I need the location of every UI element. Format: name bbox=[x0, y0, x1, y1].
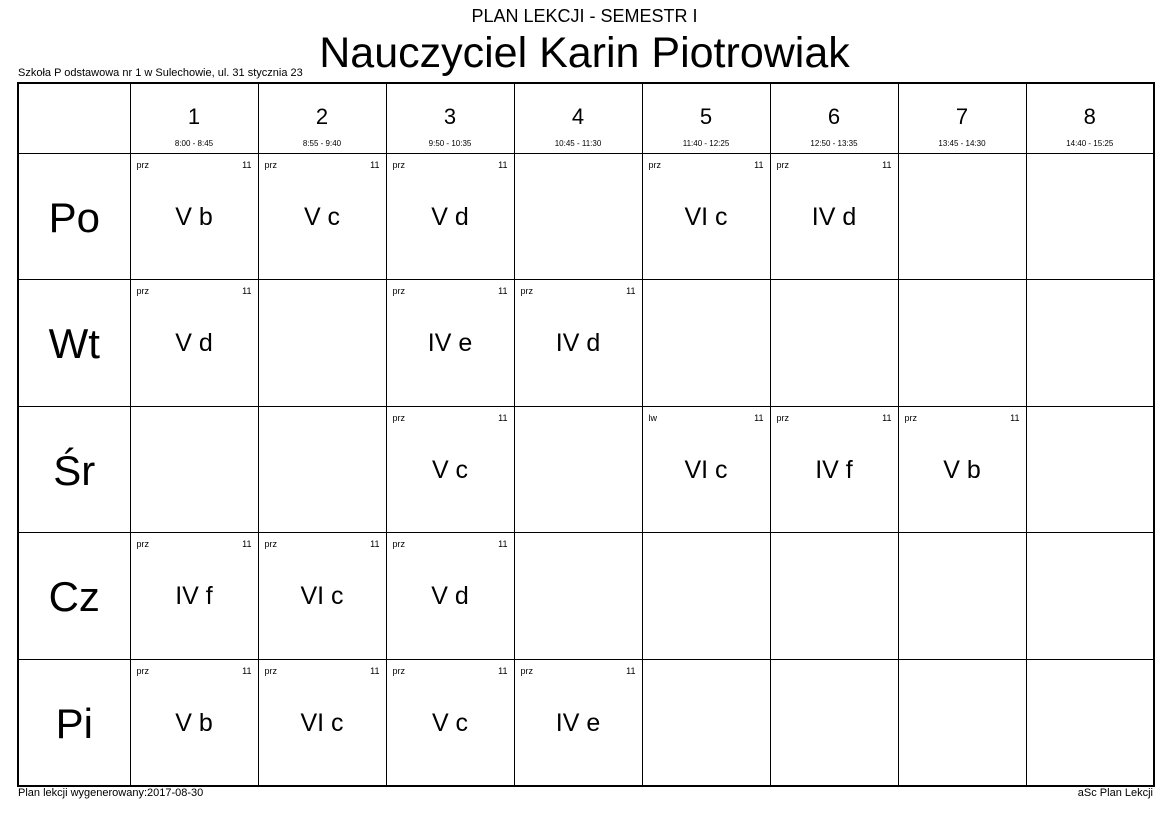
lesson-class: VI c bbox=[684, 202, 728, 231]
lesson-subject: prz bbox=[136, 159, 150, 170]
empty-cell bbox=[642, 659, 770, 786]
day-label-cell bbox=[18, 406, 130, 533]
lesson-subject: prz bbox=[776, 159, 790, 170]
day-row bbox=[18, 406, 1154, 533]
lesson-subject: prz bbox=[520, 665, 534, 676]
empty-cell bbox=[770, 280, 898, 407]
lesson-room: 11 bbox=[370, 665, 380, 676]
period-header-1 bbox=[130, 83, 258, 153]
lesson-room: 11 bbox=[242, 286, 252, 297]
lesson-room: 11 bbox=[626, 286, 636, 297]
lesson-class: VI c bbox=[300, 708, 344, 737]
day-name: Śr bbox=[53, 446, 96, 494]
lesson-cell bbox=[514, 280, 642, 407]
lesson-class: V d bbox=[431, 582, 469, 611]
lesson-class: IV e bbox=[555, 708, 601, 737]
day-label-cell bbox=[18, 280, 130, 407]
empty-cell bbox=[1026, 153, 1154, 280]
empty-cell bbox=[642, 533, 770, 660]
period-time: 8:55 - 9:40 bbox=[302, 139, 342, 148]
lesson-class: IV d bbox=[811, 202, 857, 231]
period-number: 1 bbox=[187, 104, 201, 129]
period-header-7 bbox=[898, 83, 1026, 153]
lesson-class: IV d bbox=[555, 329, 601, 358]
lesson-subject: prz bbox=[392, 665, 406, 676]
lesson-cell bbox=[514, 659, 642, 786]
empty-cell bbox=[130, 406, 258, 533]
period-header-8 bbox=[1026, 83, 1154, 153]
lesson-room: 11 bbox=[882, 412, 892, 423]
lesson-cell bbox=[386, 659, 514, 786]
lesson-subject: prz bbox=[392, 412, 406, 423]
lesson-room: 11 bbox=[626, 665, 636, 676]
lesson-room: 11 bbox=[498, 286, 508, 297]
lesson-subject: prz bbox=[392, 159, 406, 170]
lesson-subject: prz bbox=[520, 286, 534, 297]
lesson-room: 11 bbox=[242, 539, 252, 550]
lesson-subject: prz bbox=[264, 159, 278, 170]
empty-cell bbox=[770, 659, 898, 786]
period-time: 9:50 - 10:35 bbox=[428, 139, 472, 148]
period-time: 14:40 - 15:25 bbox=[1066, 139, 1114, 148]
day-label-cell bbox=[18, 533, 130, 660]
day-name: Cz bbox=[48, 573, 100, 621]
lesson-room: 11 bbox=[882, 159, 892, 170]
lesson-cell bbox=[130, 659, 258, 786]
lesson-room: 11 bbox=[1010, 412, 1020, 423]
lesson-class: IV e bbox=[427, 329, 473, 358]
day-label-cell bbox=[18, 153, 130, 280]
lesson-class: V c bbox=[303, 202, 341, 231]
empty-cell bbox=[898, 659, 1026, 786]
lesson-room: 11 bbox=[242, 665, 252, 676]
teacher-title: Nauczyciel Karin Piotrowiak bbox=[319, 29, 850, 77]
day-name: Pi bbox=[55, 699, 93, 747]
empty-cell bbox=[642, 280, 770, 407]
day-label-cell bbox=[18, 659, 130, 786]
lesson-cell bbox=[770, 153, 898, 280]
period-time: 8:00 - 8:45 bbox=[174, 139, 214, 148]
empty-cell bbox=[898, 153, 1026, 280]
lesson-room: 11 bbox=[498, 159, 508, 170]
lesson-class: V c bbox=[431, 708, 469, 737]
empty-cell bbox=[1026, 533, 1154, 660]
lesson-cell bbox=[258, 659, 386, 786]
empty-cell bbox=[258, 280, 386, 407]
lesson-cell bbox=[386, 533, 514, 660]
period-header-3 bbox=[386, 83, 514, 153]
lesson-cell bbox=[130, 533, 258, 660]
timetable-grid bbox=[17, 82, 1155, 787]
lesson-class: V b bbox=[175, 202, 213, 231]
lesson-subject: prz bbox=[136, 286, 150, 297]
lesson-subject: prz bbox=[648, 159, 662, 170]
lesson-cell bbox=[386, 153, 514, 280]
period-time: 12:50 - 13:35 bbox=[810, 139, 858, 148]
lesson-room: 11 bbox=[754, 159, 764, 170]
period-header-6 bbox=[770, 83, 898, 153]
period-header-5 bbox=[642, 83, 770, 153]
lesson-cell bbox=[770, 406, 898, 533]
lesson-class: IV f bbox=[175, 582, 213, 611]
period-header-row bbox=[18, 83, 1154, 153]
lesson-subject: prz bbox=[392, 539, 406, 550]
period-time: 11:40 - 12:25 bbox=[682, 139, 730, 148]
period-time: 13:45 - 14:30 bbox=[938, 139, 986, 148]
lesson-class: V c bbox=[431, 455, 469, 484]
lesson-class: VI c bbox=[684, 455, 728, 484]
period-number: 2 bbox=[315, 104, 329, 129]
generated-date: Plan lekcji wygenerowany:2017-08-30 bbox=[18, 787, 204, 799]
software-brand: aSc Plan Lekcji bbox=[1077, 787, 1153, 799]
day-row bbox=[18, 280, 1154, 407]
period-number: 6 bbox=[827, 104, 841, 129]
empty-cell bbox=[514, 406, 642, 533]
lesson-class: VI c bbox=[300, 582, 344, 611]
lesson-subject: prz bbox=[136, 665, 150, 676]
empty-cell bbox=[898, 280, 1026, 407]
lesson-class: V b bbox=[943, 455, 981, 484]
period-number: 4 bbox=[571, 104, 585, 129]
lesson-cell bbox=[642, 406, 770, 533]
school-address: Szkoła P odstawowa nr 1 w Sulechowie, ul. 31 stycznia 23 bbox=[18, 67, 303, 79]
day-row bbox=[18, 153, 1154, 280]
lesson-subject: lw bbox=[648, 412, 657, 423]
lesson-class: V d bbox=[431, 202, 469, 231]
lesson-cell bbox=[130, 153, 258, 280]
lesson-room: 11 bbox=[754, 412, 764, 423]
lesson-room: 11 bbox=[242, 159, 252, 170]
lesson-class: V d bbox=[175, 329, 213, 358]
empty-cell bbox=[1026, 280, 1154, 407]
lesson-subject: prz bbox=[264, 665, 278, 676]
period-number: 3 bbox=[443, 104, 457, 129]
lesson-class: V b bbox=[175, 708, 213, 737]
period-header-4 bbox=[514, 83, 642, 153]
day-name: Wt bbox=[48, 320, 100, 368]
empty-cell bbox=[898, 533, 1026, 660]
corner-cell bbox=[18, 83, 130, 153]
period-number: 5 bbox=[699, 104, 713, 129]
period-number: 7 bbox=[955, 104, 969, 129]
timetable-body bbox=[18, 83, 1154, 786]
empty-cell bbox=[770, 533, 898, 660]
day-row bbox=[18, 659, 1154, 786]
day-name: Po bbox=[48, 193, 100, 241]
lesson-cell bbox=[258, 153, 386, 280]
lesson-room: 11 bbox=[498, 539, 508, 550]
lesson-cell bbox=[386, 406, 514, 533]
plan-subtitle: PLAN LEKCJI - SEMESTR I bbox=[471, 6, 698, 26]
period-time: 10:45 - 11:30 bbox=[554, 139, 602, 148]
lesson-cell bbox=[258, 533, 386, 660]
period-number: 8 bbox=[1083, 104, 1096, 129]
lesson-subject: prz bbox=[392, 286, 406, 297]
period-header-2 bbox=[258, 83, 386, 153]
lesson-cell bbox=[642, 153, 770, 280]
lesson-cell bbox=[898, 406, 1026, 533]
lesson-cell bbox=[130, 280, 258, 407]
lesson-room: 11 bbox=[498, 665, 508, 676]
lesson-subject: prz bbox=[776, 412, 790, 423]
lesson-room: 11 bbox=[370, 539, 380, 550]
lesson-subject: prz bbox=[264, 539, 278, 550]
empty-cell bbox=[514, 533, 642, 660]
empty-cell bbox=[1026, 659, 1154, 786]
lesson-cell bbox=[386, 280, 514, 407]
empty-cell bbox=[258, 406, 386, 533]
lesson-subject: prz bbox=[136, 539, 150, 550]
empty-cell bbox=[1026, 406, 1154, 533]
lesson-class: IV f bbox=[815, 455, 853, 484]
empty-cell bbox=[514, 153, 642, 280]
lesson-room: 11 bbox=[498, 412, 508, 423]
lesson-room: 11 bbox=[370, 159, 380, 170]
lesson-subject: prz bbox=[904, 412, 918, 423]
day-row bbox=[18, 533, 1154, 660]
